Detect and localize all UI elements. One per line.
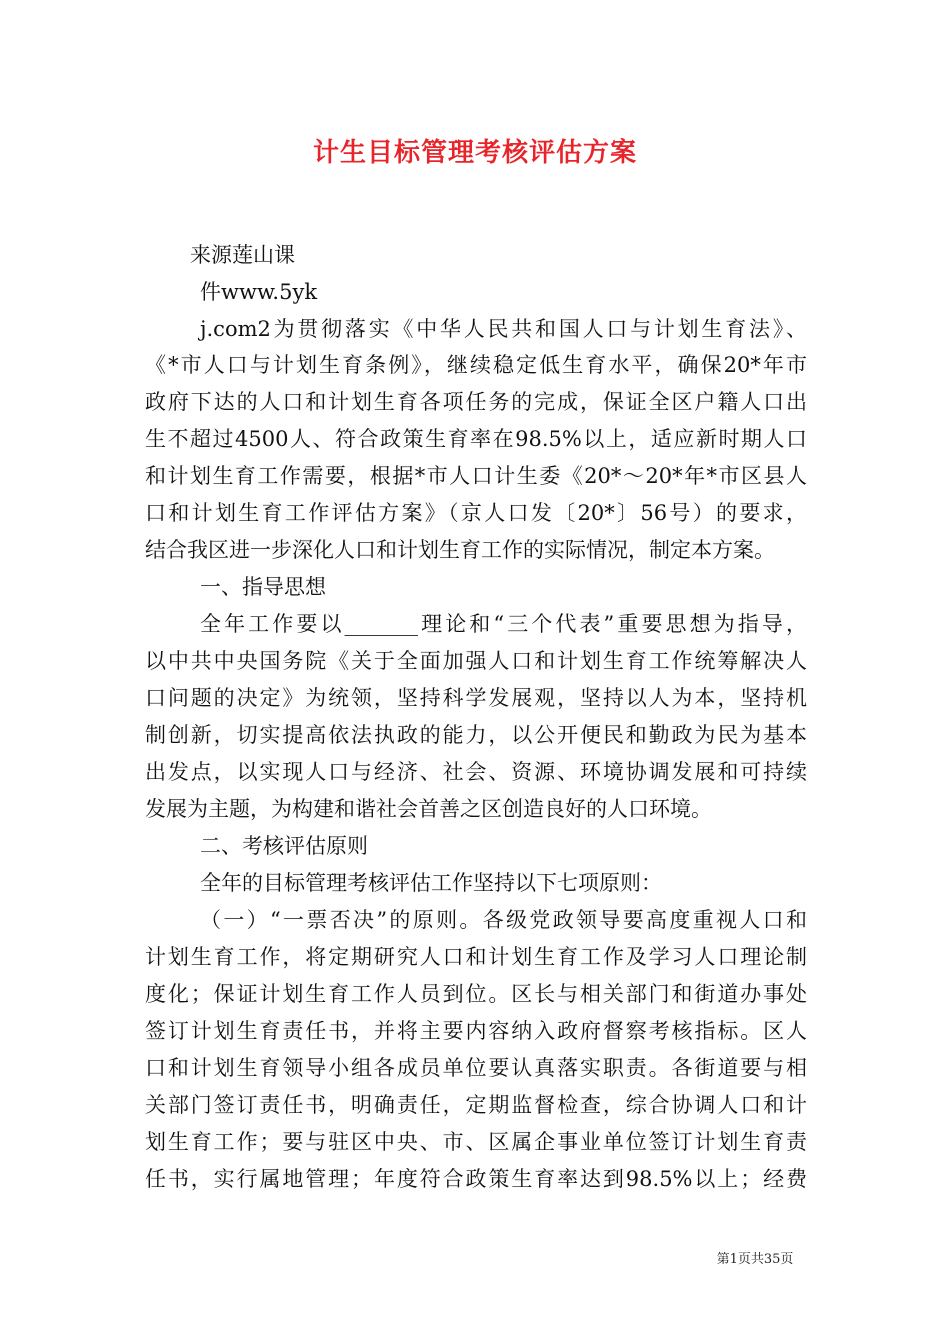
body-line: 口问题的决定》为统领，坚持科学发展观，坚持以人为本，坚持机	[145, 686, 807, 710]
body-line: 结合我区进一步深化人口和计划生育工作的实际情况，制定本方案。	[145, 538, 775, 562]
body-line: 以中共中央国务院《关于全面加强人口和计划生育工作统筹解决人	[145, 649, 807, 673]
body-line: 政府下达的人口和计划生育各项任务的完成，保证全区户籍人口出	[145, 390, 807, 414]
body-line: 口和计划生育领导小组各成员单位要认真落实职责。各街道要与相	[145, 1056, 807, 1080]
body-line: 制创新，切实提高依法执政的能力，以公开便民和勤政为民为基本	[145, 723, 807, 747]
body-line: 全年工作要以_______理论和“三个代表”重要思想为指导，	[200, 612, 807, 636]
section-heading: 一、指导思想	[200, 575, 326, 599]
section-heading: 二、考核评估原则	[200, 834, 368, 858]
body-line: 关部门签订责任书，明确责任，定期监督检查，综合协调人口和计	[145, 1093, 807, 1117]
body-line: 口和计划生育工作评估方案》（京人口发〔20*〕56号）的要求，	[145, 501, 807, 525]
body-line: 全年的目标管理考核评估工作坚持以下七项原则：	[200, 871, 662, 895]
body-line: 度化；保证计划生育工作人员到位。区长与相关部门和街道办事处	[145, 982, 807, 1006]
document-title: 计生目标管理考核评估方案	[312, 138, 637, 168]
body-line: 任书，实行属地管理；年度符合政策生育率达到98.5%以上；经费	[145, 1167, 807, 1191]
body-line: 发展为主题，为构建和谐社会首善之区创造良好的人口环境。	[145, 797, 712, 821]
body-line: 生不超过4500人、符合政策生育率在98.5%以上，适应新时期人口	[145, 427, 807, 451]
body-line: 《*市人口与计划生育条例》，继续稳定低生育水平，确保20*年市	[145, 353, 807, 377]
body-line: （一）“一票否决”的原则。各级党政领导要高度重视人口和	[200, 908, 807, 932]
page-number: 第1页共35页	[716, 1252, 794, 1267]
body-line: 出发点，以实现人口与经济、社会、资源、环境协调发展和可持续	[145, 760, 807, 784]
body-line: 签订计划生育责任书，并将主要内容纳入政府督察考核指标。区人	[145, 1019, 807, 1043]
body-line: 件www.5yk	[200, 280, 318, 304]
body-line: j.com2为贯彻落实《中华人民共和国人口与计划生育法》、	[200, 317, 807, 341]
body-line: 划生育工作；要与驻区中央、市、区属企事业单位签订计划生育责	[145, 1130, 807, 1154]
body-line: 和计划生育工作需要，根据*市人口计生委《20*～20*年*市区县人	[145, 464, 807, 488]
body-line: 计划生育工作，将定期研究人口和计划生育工作及学习人口理论制	[145, 945, 807, 969]
body-line: 来源莲山课	[190, 243, 295, 267]
